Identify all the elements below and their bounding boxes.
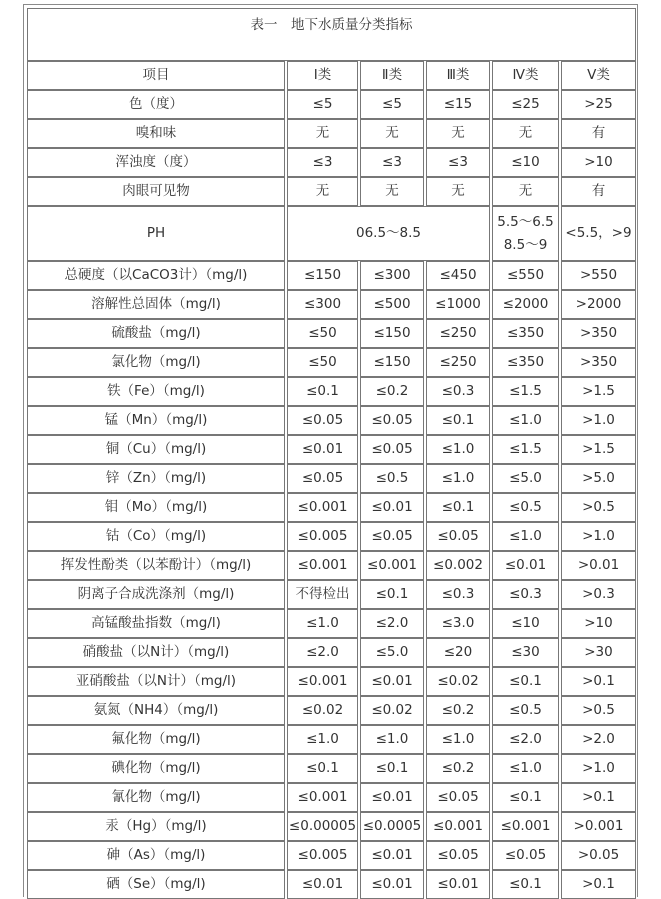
- cell-class-1: ≤1.0: [287, 609, 358, 638]
- table-title: 表一 地下水质量分类指标: [27, 8, 636, 61]
- cell-class-1: ≤2.0: [287, 638, 358, 667]
- cell-class-4: ≤30: [492, 638, 559, 667]
- row-label: 铜（Cu）（mg/l): [27, 435, 285, 464]
- cell-class-3: ≤0.1: [426, 406, 490, 435]
- cell-class-1: ≤0.00005: [287, 812, 358, 841]
- row-label: 氯化物（mg/l): [27, 348, 285, 377]
- cell-class-2: ≤0.5: [360, 464, 424, 493]
- cell-class-5: >350: [561, 319, 636, 348]
- cell-class-2: ≤2.0: [360, 609, 424, 638]
- cell-class-1: ≤0.001: [287, 493, 358, 522]
- cell-class-1: ≤0.05: [287, 464, 358, 493]
- cell-class-4: ≤0.001: [492, 812, 559, 841]
- cell-class-2: ≤0.001: [360, 551, 424, 580]
- ph-range-class-4-line-1: 5.5～6.5: [497, 214, 554, 231]
- cell-class-3: ≤0.05: [426, 522, 490, 551]
- cell-class-5: >0.1: [561, 783, 636, 812]
- cell-class-5: >5.0: [561, 464, 636, 493]
- header-class-2: Ⅱ类: [360, 61, 424, 90]
- cell-class-5: >10: [561, 148, 636, 177]
- cell-class-2: ≤500: [360, 290, 424, 319]
- cell-class-3: ≤1.0: [426, 464, 490, 493]
- cell-class-4: ≤10: [492, 609, 559, 638]
- cell-class-3: ≤0.05: [426, 783, 490, 812]
- cell-class-3: ≤0.002: [426, 551, 490, 580]
- cell-class-3: ≤0.2: [426, 754, 490, 783]
- cell-class-5: >1.0: [561, 522, 636, 551]
- row-label: 总硬度（以CaCO3计）（mg/l): [27, 261, 285, 290]
- cell-class-2: ≤0.05: [360, 522, 424, 551]
- cell-class-5: >0.001: [561, 812, 636, 841]
- cell-class-1: ≤50: [287, 348, 358, 377]
- cell-class-3: ≤1000: [426, 290, 490, 319]
- row-label: 浑浊度（度）: [27, 148, 285, 177]
- cell-class-4: ≤2.0: [492, 725, 559, 754]
- row-label: 汞（Hg）（mg/l): [27, 812, 285, 841]
- row-label: 氨氮（NH4）（mg/l): [27, 696, 285, 725]
- cell-class-3: ≤1.0: [426, 435, 490, 464]
- row-label: PH: [27, 206, 285, 261]
- cell-class-3: ≤0.01: [426, 870, 490, 899]
- cell-class-5: >1.5: [561, 377, 636, 406]
- cell-class-5: >1.0: [561, 406, 636, 435]
- cell-class-4: ≤25: [492, 90, 559, 119]
- cell-class-3: ≤20: [426, 638, 490, 667]
- cell-class-1: ≤150: [287, 261, 358, 290]
- header-class-1: Ⅰ类: [287, 61, 358, 90]
- row-label: 碘化物（mg/l): [27, 754, 285, 783]
- cell-class-3: ≤250: [426, 348, 490, 377]
- cell-class-4: ≤1.5: [492, 377, 559, 406]
- cell-class-1: ≤50: [287, 319, 358, 348]
- cell-class-3: 无: [426, 177, 490, 206]
- cell-class-3: 无: [426, 119, 490, 148]
- cell-class-2: ≤0.05: [360, 406, 424, 435]
- ph-range-class-4-line-2: 8.5～9: [503, 236, 548, 253]
- row-label: 砷（As）（mg/l): [27, 841, 285, 870]
- cell-class-1: ≤0.001: [287, 551, 358, 580]
- ph-range-class-1-3: 06.5～8.5: [287, 206, 490, 261]
- cell-class-3: ≤0.02: [426, 667, 490, 696]
- row-label: 钴（Co）（mg/l): [27, 522, 285, 551]
- cell-class-1: ≤0.001: [287, 667, 358, 696]
- cell-class-5: >2000: [561, 290, 636, 319]
- cell-class-2: ≤0.2: [360, 377, 424, 406]
- cell-class-5: >0.01: [561, 551, 636, 580]
- cell-class-3: ≤250: [426, 319, 490, 348]
- cell-class-4: ≤10: [492, 148, 559, 177]
- cell-class-5: >350: [561, 348, 636, 377]
- row-label: 钼（Mo）（mg/l): [27, 493, 285, 522]
- cell-class-5: 有: [561, 177, 636, 206]
- row-label: 氟化物（mg/l): [27, 725, 285, 754]
- cell-class-3: ≤0.05: [426, 841, 490, 870]
- ph-range-class-4: [492, 206, 559, 261]
- header-class-3: Ⅲ类: [426, 61, 490, 90]
- cell-class-5: >1.5: [561, 435, 636, 464]
- cell-class-1: ≤0.1: [287, 754, 358, 783]
- row-label: 亚硝酸盐（以N计）（mg/l): [27, 667, 285, 696]
- cell-class-1: ≤0.1: [287, 377, 358, 406]
- cell-class-2: ≤1.0: [360, 725, 424, 754]
- cell-class-5: >0.3: [561, 580, 636, 609]
- cell-class-1: ≤0.05: [287, 406, 358, 435]
- cell-class-2: ≤150: [360, 348, 424, 377]
- cell-class-2: ≤0.01: [360, 493, 424, 522]
- cell-class-1: 无: [287, 119, 358, 148]
- cell-class-2: ≤0.01: [360, 783, 424, 812]
- cell-class-1: ≤5: [287, 90, 358, 119]
- cell-class-1: ≤0.01: [287, 870, 358, 899]
- row-label: 氰化物（mg/l): [27, 783, 285, 812]
- header-class-4: Ⅳ类: [492, 61, 559, 90]
- row-label: 嗅和味: [27, 119, 285, 148]
- cell-class-2: ≤0.01: [360, 870, 424, 899]
- cell-class-2: ≤0.1: [360, 754, 424, 783]
- cell-class-2: ≤5: [360, 90, 424, 119]
- cell-class-4: ≤0.3: [492, 580, 559, 609]
- cell-class-3: ≤3: [426, 148, 490, 177]
- cell-class-2: ≤0.02: [360, 696, 424, 725]
- cell-class-2: ≤0.0005: [360, 812, 424, 841]
- row-label: 硝酸盐（以N计）（mg/l): [27, 638, 285, 667]
- cell-class-3: ≤0.3: [426, 377, 490, 406]
- cell-class-5: 有: [561, 119, 636, 148]
- cell-class-1: ≤0.01: [287, 435, 358, 464]
- cell-class-4: ≤5.0: [492, 464, 559, 493]
- cell-class-5: >25: [561, 90, 636, 119]
- row-label: 锰（Mn）（mg/l): [27, 406, 285, 435]
- cell-class-4: ≤550: [492, 261, 559, 290]
- cell-class-5: >0.5: [561, 493, 636, 522]
- row-label: 色（度）: [27, 90, 285, 119]
- cell-class-1: ≤3: [287, 148, 358, 177]
- cell-class-3: ≤450: [426, 261, 490, 290]
- cell-class-3: ≤0.1: [426, 493, 490, 522]
- cell-class-4: ≤0.5: [492, 493, 559, 522]
- cell-class-4: ≤350: [492, 348, 559, 377]
- cell-class-1: 无: [287, 177, 358, 206]
- row-label: 高锰酸盐指数（mg/l): [27, 609, 285, 638]
- cell-class-1: ≤0.001: [287, 783, 358, 812]
- cell-class-1: ≤1.0: [287, 725, 358, 754]
- cell-class-2: ≤0.05: [360, 435, 424, 464]
- cell-class-1: ≤300: [287, 290, 358, 319]
- cell-class-5: >30: [561, 638, 636, 667]
- cell-class-2: ≤0.1: [360, 580, 424, 609]
- cell-class-4: 无: [492, 119, 559, 148]
- cell-class-4: ≤0.5: [492, 696, 559, 725]
- cell-class-2: ≤3: [360, 148, 424, 177]
- cell-class-5: >0.5: [561, 696, 636, 725]
- row-label: 溶解性总固体（mg/l): [27, 290, 285, 319]
- cell-class-1: ≤0.005: [287, 841, 358, 870]
- cell-class-1: 不得检出: [287, 580, 358, 609]
- cell-class-3: ≤15: [426, 90, 490, 119]
- cell-class-2: 无: [360, 119, 424, 148]
- header-item: 项目: [27, 61, 285, 90]
- cell-class-1: ≤0.005: [287, 522, 358, 551]
- row-label: 阴离子合成洗涤剂（mg/l): [27, 580, 285, 609]
- cell-class-2: ≤5.0: [360, 638, 424, 667]
- cell-class-4: ≤2000: [492, 290, 559, 319]
- row-label: 挥发性酚类（以苯酚计）（mg/l): [27, 551, 285, 580]
- cell-class-4: ≤350: [492, 319, 559, 348]
- cell-class-5: >550: [561, 261, 636, 290]
- cell-class-4: ≤0.1: [492, 870, 559, 899]
- cell-class-5: >0.05: [561, 841, 636, 870]
- cell-class-4: ≤1.0: [492, 406, 559, 435]
- row-label: 锌（Zn）（mg/l): [27, 464, 285, 493]
- cell-class-4: ≤1.5: [492, 435, 559, 464]
- cell-class-4: ≤1.0: [492, 522, 559, 551]
- cell-class-5: >0.1: [561, 667, 636, 696]
- cell-class-4: ≤1.0: [492, 754, 559, 783]
- cell-class-3: ≤1.0: [426, 725, 490, 754]
- cell-class-2: ≤0.01: [360, 841, 424, 870]
- row-label: 肉眼可见物: [27, 177, 285, 206]
- cell-class-5: >10: [561, 609, 636, 638]
- cell-class-2: 无: [360, 177, 424, 206]
- row-label: 硫酸盐（mg/l): [27, 319, 285, 348]
- cell-class-5: >1.0: [561, 754, 636, 783]
- cell-class-4: 无: [492, 177, 559, 206]
- row-label: 铁（Fe）（mg/l): [27, 377, 285, 406]
- cell-class-2: ≤300: [360, 261, 424, 290]
- cell-class-3: ≤3.0: [426, 609, 490, 638]
- cell-class-3: ≤0.001: [426, 812, 490, 841]
- cell-class-2: ≤150: [360, 319, 424, 348]
- cell-class-4: ≤0.01: [492, 551, 559, 580]
- cell-class-4: ≤0.1: [492, 667, 559, 696]
- cell-class-4: ≤0.05: [492, 841, 559, 870]
- cell-class-5: >0.1: [561, 870, 636, 899]
- cell-class-4: ≤0.1: [492, 783, 559, 812]
- ph-range-class-5: <5.5，>9: [561, 206, 636, 261]
- cell-class-5: >2.0: [561, 725, 636, 754]
- cell-class-3: ≤0.2: [426, 696, 490, 725]
- row-label: 硒（Se）（mg/l): [27, 870, 285, 899]
- cell-class-2: ≤0.01: [360, 667, 424, 696]
- header-class-5: Ⅴ类: [561, 61, 636, 90]
- cell-class-1: ≤0.02: [287, 696, 358, 725]
- cell-class-3: ≤0.3: [426, 580, 490, 609]
